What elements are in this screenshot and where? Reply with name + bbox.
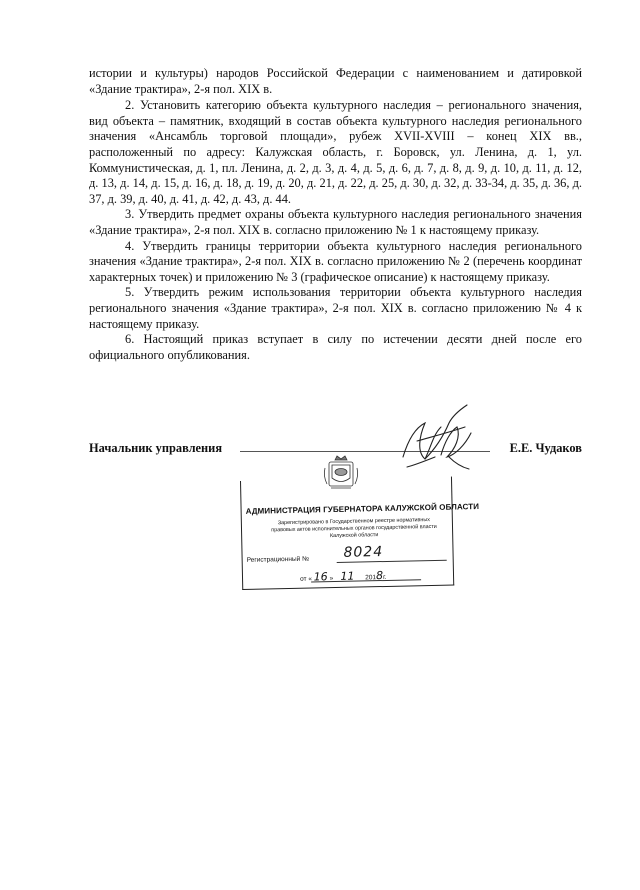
stamp-reg-number: 8024: [343, 544, 384, 561]
paragraph-item-5: 5. Утвердить режим использования территории объекта культурного наследия регионального значения «Здание трактира», 2-я пол. XIX в. согласно приложению № 4 к настоящему приказу.: [89, 285, 582, 331]
document-body: [89, 66, 582, 363]
paragraph-item-4: 4. Утвердить границы территории объекта культурного наследия регионального значения «Здание трактира», 2-я пол. XIX в. согласно приложению № 2 (перечень координат характерных точек) и приложению № 3 (графическое описание) к настоящему приказу.: [89, 238, 582, 284]
stamp-line: правовых актов исполнительных органов государственной власти: [271, 523, 437, 534]
stamp-text: [260, 517, 448, 542]
handwritten-signature: [395, 397, 485, 485]
stamp-reg-label: Регистрационный №: [246, 555, 310, 564]
stamp-date-year-digit: 8: [375, 569, 384, 583]
stamp-date-day: 16: [313, 570, 328, 584]
signatory-name: Е.Е. Чудаков: [509, 441, 582, 455]
paragraph-item-3: 3. Утвердить предмет охраны объекта культурного наследия регионального значения «Здание трактира», 2-я пол. XIX в. согласно приложению № 1 к настоящему приказу.: [89, 207, 582, 237]
stamp-date-sep: »: [329, 575, 334, 583]
stamp-date-year-prefix: 201: [365, 574, 377, 582]
paragraph-item-2: 2. Установить категорию объекта культурного наследия – регионального значения, вид объекта – памятник, входящий в состав объекта культурного наследия регионального значения «Ансамбль торговой площади», рубеж XVII-XVIII – конец XIX вв., расположенный по адресу: Калужская область, г. Боровск, ул. Ленина, д. 1, ул. Коммунистическая, д. 1, пл. Ленина, д. 2, д. 3, д. 4, д. 5, д. 6, д. 7, д. 8, д. 9, д. 10, д. 11, д. 12, д. 13, д. 14, д. 15, д. 16, д. 18, д. 19, д. 20, д. 21, д. 22, д. 25, д. 30, д. 32, д. 33-34, д. 35, д. 36, д. 37, д. 39, д. 40, д. 41, д. 42, д. 43, д. 44.: [89, 98, 582, 206]
stamp-date-prefix: от «: [299, 575, 313, 583]
stamp-line: Зарегистрировано в Государственном реестре нормативных: [277, 517, 430, 527]
stamp-line: Калужской области: [329, 532, 379, 540]
paragraph-item-6: 6. Настоящий приказ вступает в силу по истечении десяти дней после его официального опубликования.: [89, 332, 582, 362]
paragraph-continuation: истории и культуры) народов Российской Федерации с наименованием и датировкой «Здание трактира», 2-я пол. XIX в.: [89, 66, 582, 96]
signatory-title: Начальник управления: [89, 441, 223, 455]
registration-stamp: [240, 477, 480, 590]
stamp-date-suffix: г.: [383, 573, 387, 582]
stamp-date-month: 11: [340, 569, 355, 583]
stamp-header: АДМИНИСТРАЦИЯ ГУБЕРНАТОРА КАЛУЖСКОЙ ОБЛАСТИ: [245, 501, 480, 516]
